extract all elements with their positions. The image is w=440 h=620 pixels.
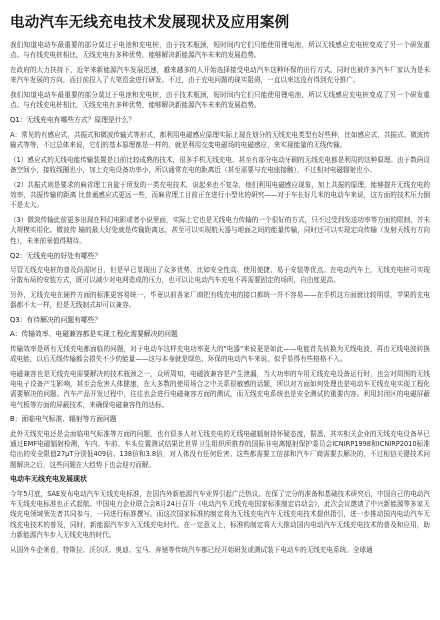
document-body bbox=[10, 40, 430, 555]
paragraph: （1）感应式的无线电能传输装置是目前比较成熟的技术，很多手机无线充电、甚至有部分电动牙刷的无线充电都是利用的这种原理。由于数码设备空间小，接收线圈也小，加上充电设备功率小，所以通常充电的距离近（甚至需要与充电座接触），不过相对电磁辐射也小。 bbox=[10, 155, 430, 174]
question-heading: Q2：无线充电的好处有哪些？ bbox=[10, 251, 102, 260]
paragraph: 在政府的大力扶持下，近年来新能源汽车发展迅速，越来越多的人开始选择接受电动汽车这种环保的出行方式。同时也被许多汽车厂家认为是未来汽车发展的方向，而目前投入了大笔资金进行研发。不过，由于充电问题的现实阻碍，一直以来这没有得到充分推广。 bbox=[10, 66, 430, 85]
question-heading: A：传输效率、电磁兼容都是实现工程化需要解决的问题 bbox=[10, 330, 178, 339]
paragraph: 另外，无线充电在硬件方面的标准更容易统一，毕竟以前各家厂商把有线充电的接口都统一并不容易——在手机这方面就比较明显，苹果的充电器都不太一样，但是无线制式却可以兼容。 bbox=[10, 290, 430, 310]
section-heading: 电动车无线充电发展现状 bbox=[10, 475, 87, 484]
paragraph: 电磁兼容也是无线充电需要解决的技术瓶颈之一，众所周知，电磁波兼容是产生泄漏，当大功率的车用无线充电设备运行时，也会对周围的无线电电子设备产生影响，甚至会危害人体健康，在大多数的使用场合之中关系很敏感的话题，所以对方面如何处理也是电动车无线充电实现工程化需要解决的问题。汽车产品开发过程中，往往也会进行电磁兼容方面的测试，而无线充电系统也是安全测试的重要内容。利用封闭区的电磁屏蔽电气板等方面的屏蔽技术，来确保电磁兼容性的达标。 bbox=[10, 369, 430, 409]
paragraph: （3）微波传输此前更多出现在科幻电影或者小说里面，实际上它也是无线电力传输的一个很好的方式，只不过受到发送功率等方面的限制，并未大规模实用化。微波传 输的最大好处就是传输距离远，甚至可以实现航天器与地面之间的能量传输，同时还可以实现定向传输（发射天线有方向性），未来前景值得期待。 bbox=[10, 216, 430, 245]
paragraph: 我们知道电动车最重要的部分莫过于电池和充电桩，由于技术瓶颈，短时间内它们只能使用锂电池，所以无线感应充电桩变成了另一个研发重点。与有线充电桩相比，无线充电有多种优势，能够解决新能源汽车未来的发展趋势。 bbox=[10, 91, 430, 110]
paragraph: 传输效率是所有无线充电都面临的问题，对于电动车这样充电功率更大的"电器"来说更是如此——电能首先转换为无线电波，再由无线电波转换成电能，以后无线传输都会损失不少的能量——这与本身就是绿色、环保的电动汽车来说，似乎显得有些格格不入。 bbox=[10, 344, 430, 363]
question-heading: Q1：无线充电有哪些方式？原理是什么？ bbox=[10, 116, 136, 125]
paragraph: A：常见的有感应式，共振式和微波传输式等形式，都利用电磁感应原理实际上现在划分的无线充电类型有好些种，比如感应式、共振式、微波传输式等等，不过总体来说，它们的基本原理都是一样的，就是利用交变电磁场的电磁感应，来实现能量的无线传输。 bbox=[10, 130, 430, 149]
document-title: 电动汽车无线充电技术发展现状及应用案例 bbox=[10, 15, 290, 31]
question-heading: Q3：有待解决的问题有哪些？ bbox=[10, 316, 102, 325]
paragraph: 尽管无线充电桩的普及尚需时日，但是早已显现出了众多优势，比如安全性高、使用便捷、易于安装等优点。在电动汽车上，无线充电桩可实现分散布局的安装方式，既可以减少对电网造成的压力，也可以让电动汽车充电不再需要固定的场所，自由度更高。 bbox=[10, 265, 430, 285]
paragraph: 此外无线充电还是会面临电气标准等方面的问题，也有很多人对无线充电的无线电磁辐射持怀疑态度，据悉，其实相关企业的无线充电设备早已通过EMF电磁辐射检测，车内、车前、车头位置测试结果比世界卫生组织所推荐的国际非电离辐射保护委员会ICNIRP1998和ICNIRP2010标准给出的安全限值27μT分别低409倍、138倍和3.8倍，对人体没有任何危害。这些都需要工信部和汽车厂商需要去解决的，不过相信关键技术问题解决之后，这些问题在大趋势下也会迎刃而解。 bbox=[10, 429, 430, 469]
paragraph: 今年5月底，SAE发布电动汽车无线充电标准，在国内外新能源汽车业界引起广泛热议。在保了完分的准备和基础技术研究后，中国自己的电动汽车无线充电标准也正式起航。中国电力企业联合会8月24日召开《电动汽车无线充电国家标准制定启动会》，此次会议邀请了中兴新能源等多家无线充电领域领先者共同参与，一同进行标准撰写。而这次国家标准的制定将为无线充电汽车无线充电技术提供指引，进一步推动国内电动汽车无线充电技术的普及，同时，新能源汽车步入无线充电时代。在一定意义上，标准的制定将大大推动国内电动汽车无线充电技术的普及和应用，助力新能源汽车步入无线充电的时代。 bbox=[10, 489, 430, 539]
paragraph: 我们知道电动车最重要的部分莫过于电池和充电桩，由于技术瓶颈，短时间内它们只能使用锂电池，所以无线感应充电桩变成了另一个研发重点。与有线充电桩相比，无线充电有多种优势，能够解决新能源汽车未来的发展趋势。 bbox=[10, 41, 430, 60]
paragraph: 从国外车企来看，特斯拉、沃尔沃、奥迪、宝马、奔驰等传统汽车都已经开始研发或测试装下电动车的无线充电系统。全球通 bbox=[10, 545, 373, 554]
question-heading: B：面临电气标准、辐射等方面问题 bbox=[10, 415, 117, 424]
paragraph: （2）共振式则是要求的麻省理工自旋于所发的一类充电技术，说起来也不复杂，他们利用电磁感应现象，加上共振的原理，能够提升无线充电的效率，共振传输的距离 比普通感应式更远一些，而麻省理工目前正在进行小型化的研究——对于车长好几米的电动车来说，这方面的技术压力倒不是太大。 bbox=[10, 180, 430, 210]
